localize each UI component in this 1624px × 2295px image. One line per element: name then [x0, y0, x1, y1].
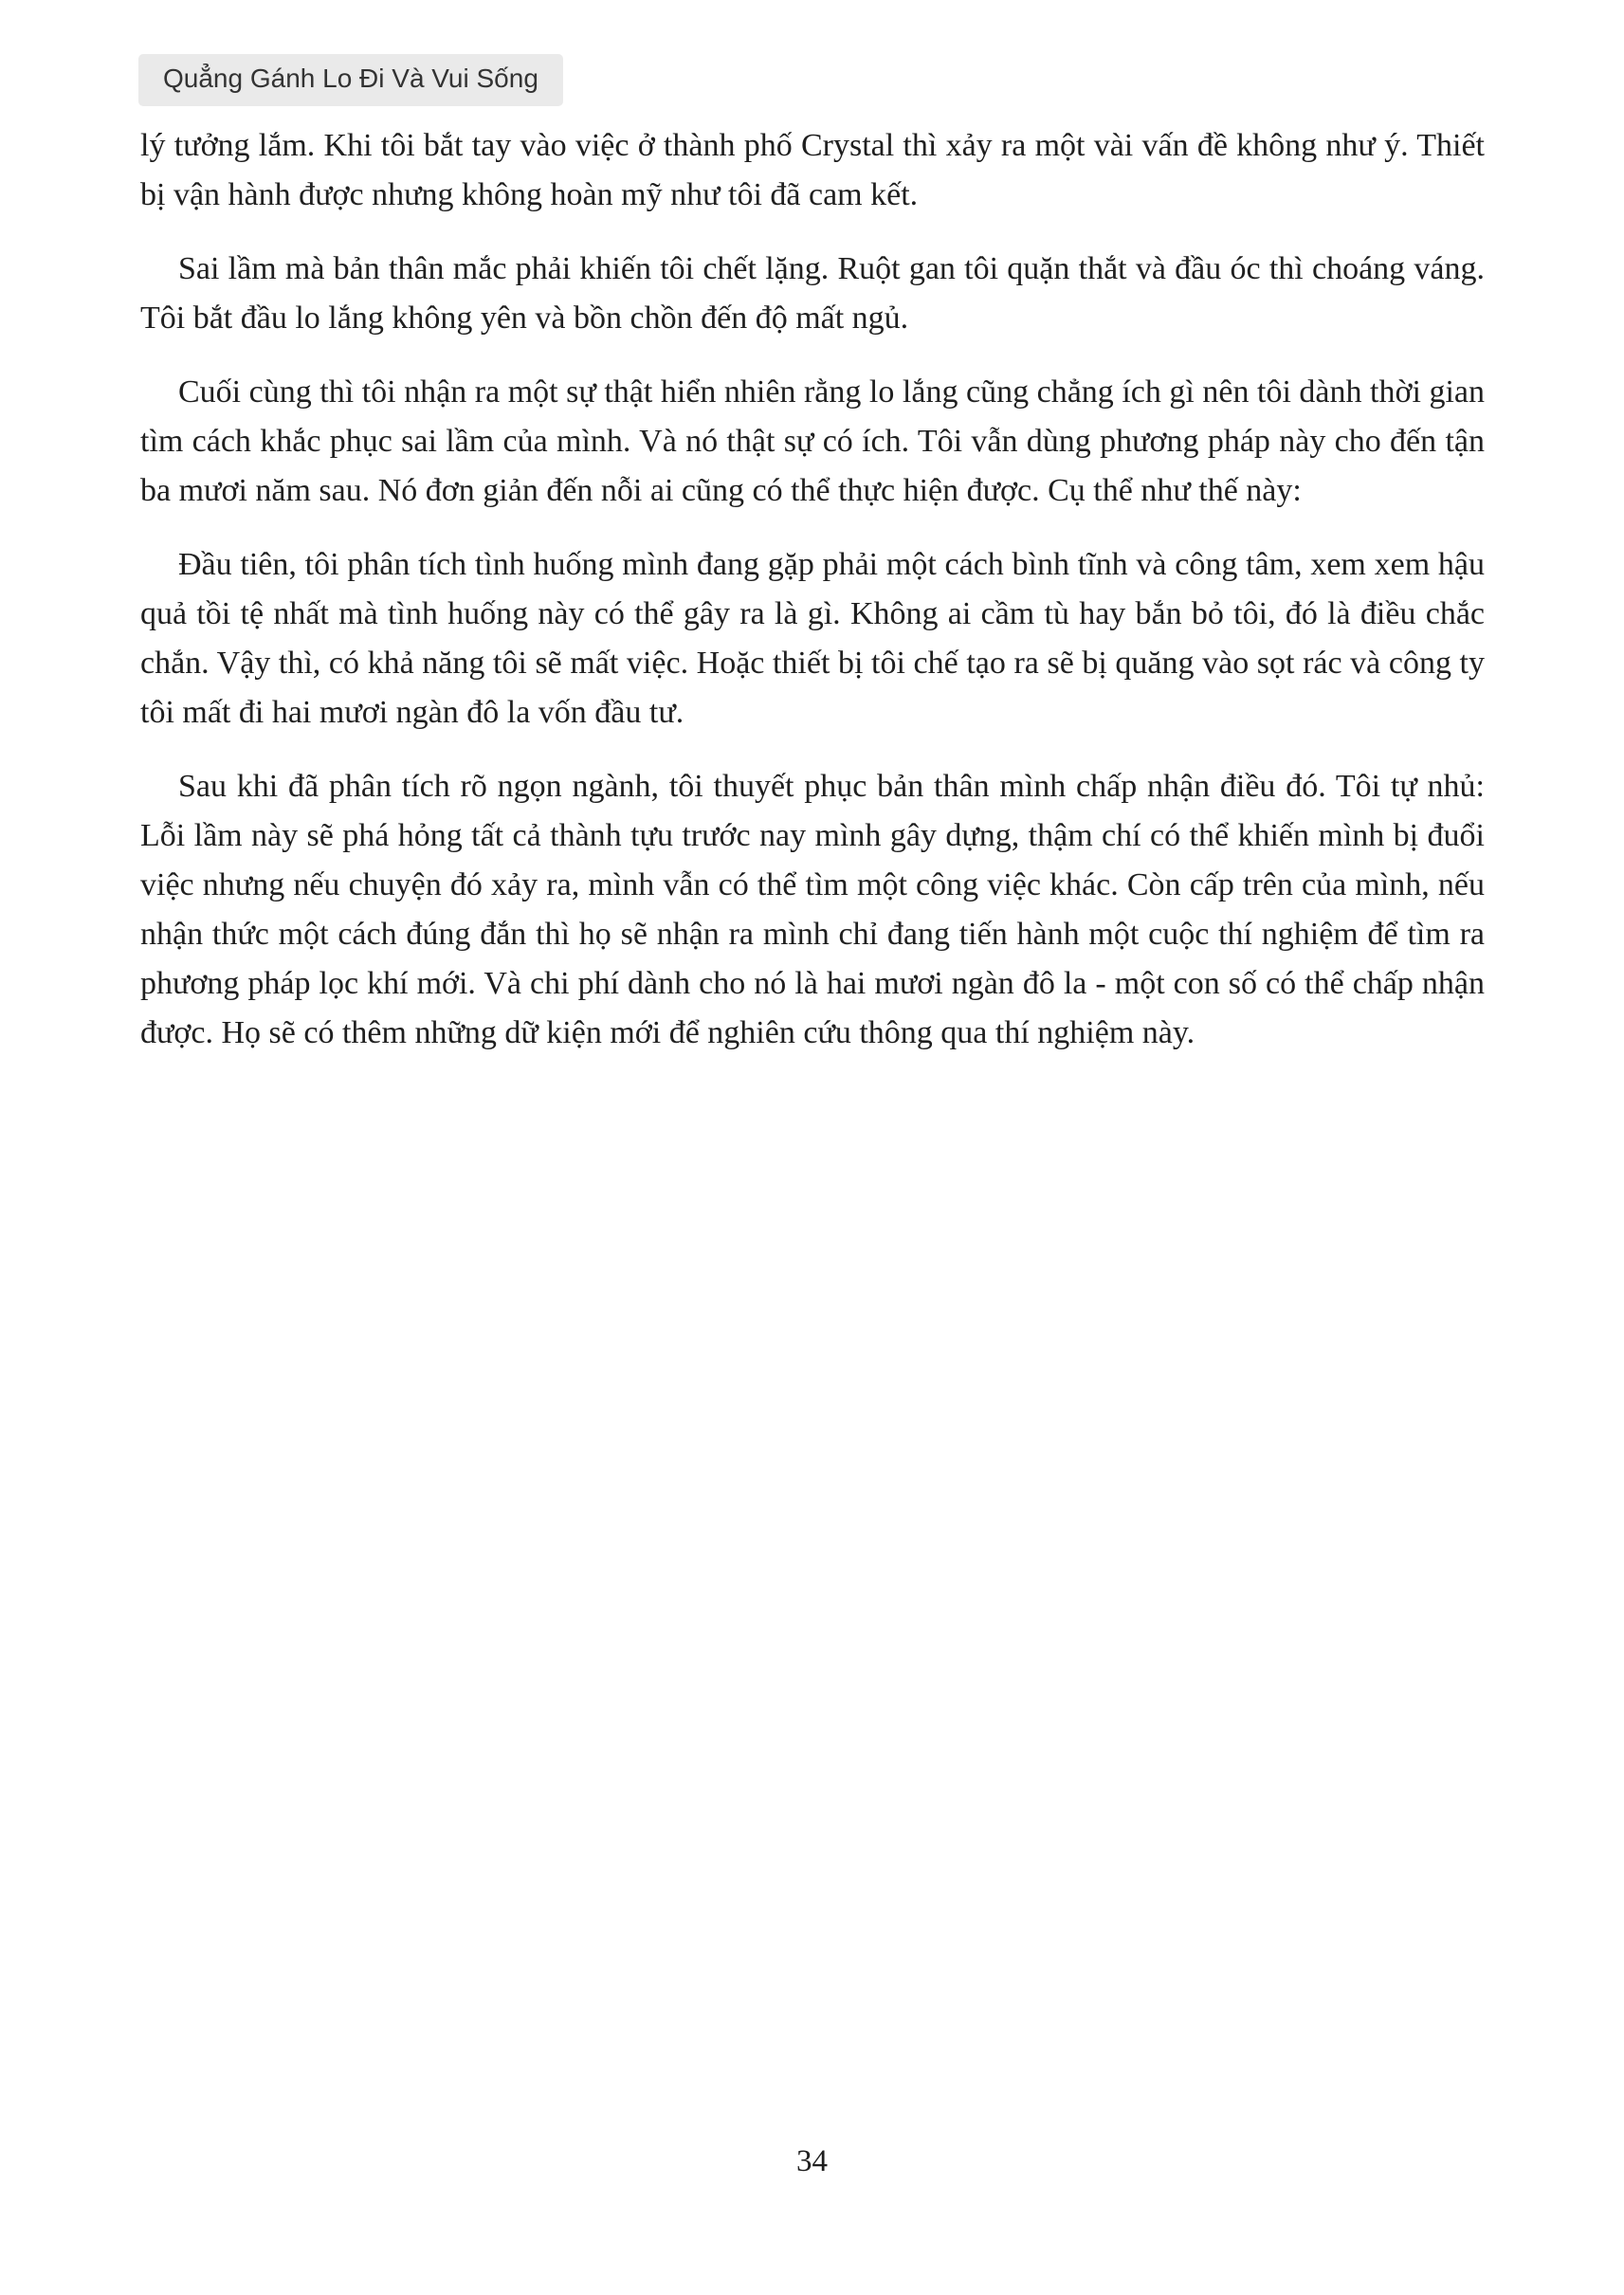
page-number: 34: [796, 2144, 828, 2178]
paragraph: Sai lầm mà bản thân mắc phải khiến tôi chết lặng. Ruột gan tôi quặn thắt và đầu óc thì choáng váng. Tôi bắt đầu lo lắng không yên và bồn chồn đến độ mất ngủ.: [140, 251, 1485, 336]
page-content: [140, 121, 1485, 1083]
paragraph: Đầu tiên, tôi phân tích tình huống mình đang gặp phải một cách bình tĩnh và công tâm, xem xem hậu quả tồi tệ nhất mà tình huống này có thể gây ra là gì. Không ai cầm tù hay bắn bỏ tôi, đó là điều chắc chắn. Vậy thì, có khả năng tôi sẽ mất việc. Hoặc thiết bị tôi chế tạo ra sẽ bị quăng vào sọt rác và công ty tôi mất đi hai mươi ngàn đô la vốn đầu tư.: [140, 547, 1485, 730]
book-title: Quẳng Gánh Lo Đi Và Vui Sống: [163, 64, 538, 93]
paragraph: lý tưởng lắm. Khi tôi bắt tay vào việc ở thành phố Crystal thì xảy ra một vài vấn đề không như ý. Thiết bị vận hành được nhưng không hoàn mỹ như tôi đã cam kết.: [140, 128, 1485, 212]
paragraph: Sau khi đã phân tích rõ ngọn ngành, tôi thuyết phục bản thân mình chấp nhận điều đó. Tôi tự nhủ: Lỗi lầm này sẽ phá hỏng tất cả thành tựu trước nay mình gây dựng, thậm chí có thể khiến mình bị đuổi việc nhưng nếu chuyện đó xảy ra, mình vẫn có thể tìm một công việc khác. Còn cấp trên của mình, nếu nhận thức một cách đúng đắn thì họ sẽ nhận ra mình chỉ đang tiến hành một cuộc thí nghiệm để tìm ra phương pháp lọc khí mới. Và chi phí dành cho nó là hai mươi ngàn đô la - một con số có thể chấp nhận được. Họ sẽ có thêm những dữ kiện mới để nghiên cứu thông qua thí nghiệm này.: [140, 769, 1485, 1050]
paragraph: Cuối cùng thì tôi nhận ra một sự thật hiển nhiên rằng lo lắng cũng chẳng ích gì nên tôi dành thời gian tìm cách khắc phục sai lầm của mình. Và nó thật sự có ích. Tôi vẫn dùng phương pháp này cho đến tận ba mươi năm sau. Nó đơn giản đến nỗi ai cũng có thể thực hiện được. Cụ thể như thế này:: [140, 374, 1485, 508]
running-header: [138, 54, 563, 106]
